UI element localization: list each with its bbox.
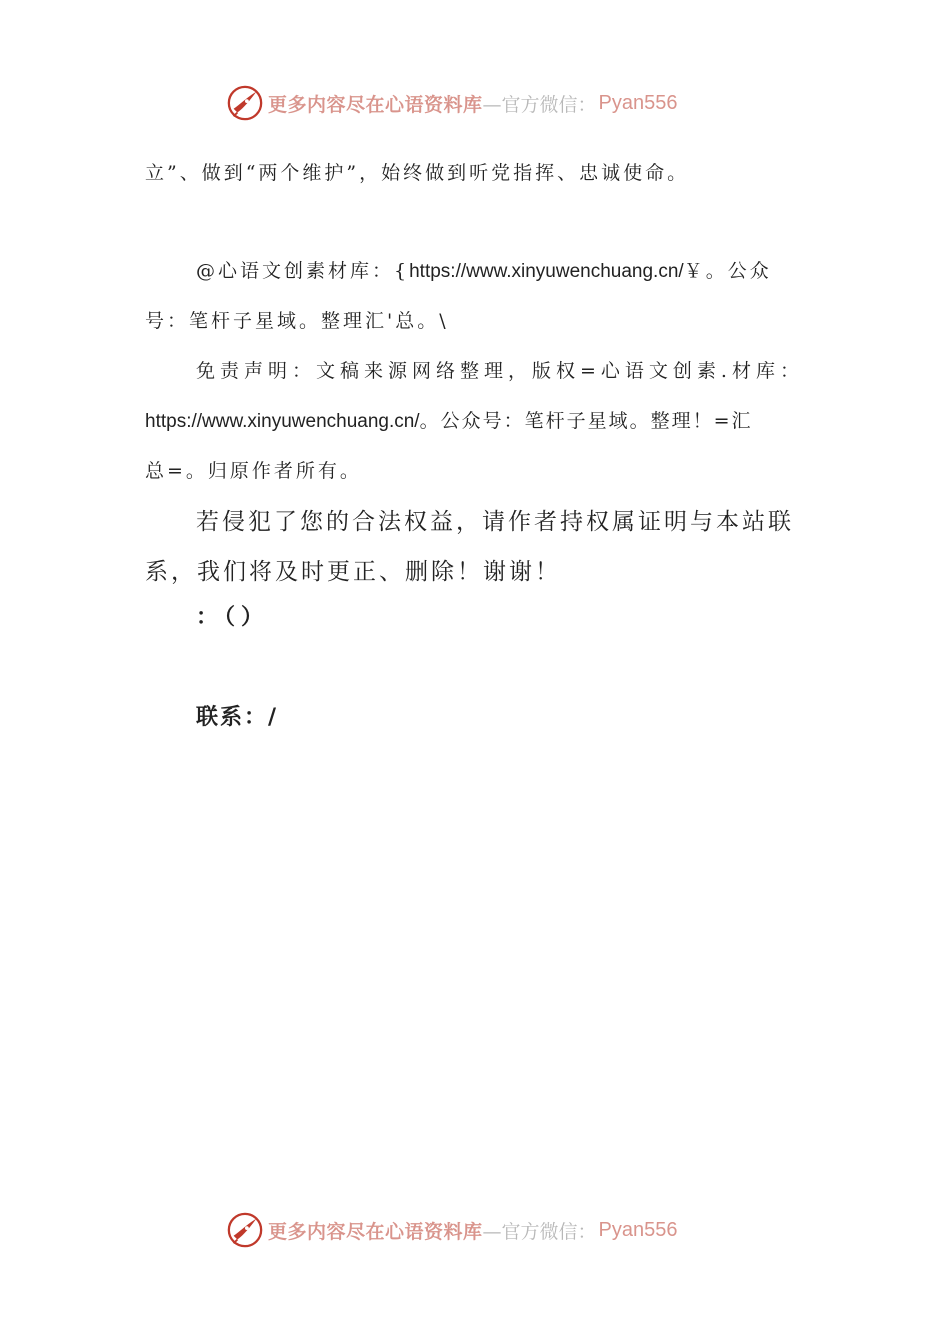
pen-nib-icon (226, 1211, 264, 1249)
pen-nib-icon (226, 84, 264, 122)
paragraph-line-1: 立”、做到“两个维护”，始终做到听党指挥、忠诚使命。 (145, 162, 690, 184)
banner-wechat-handle: Pyan556 (598, 1218, 678, 1241)
line2-suffix: ￥。公众 (683, 260, 772, 282)
line2-prefix: @心语文创素材库：{ (196, 260, 410, 282)
disclaimer-line-2 (145, 406, 753, 433)
disclaimer-line-3: 总=。归原作者所有。 (145, 460, 362, 482)
blank-field-line: ：（） (196, 604, 270, 629)
banner-title: 更多内容尽在心语资料库 (268, 93, 483, 116)
contact-line: 联系：/ (196, 705, 279, 730)
banner-wechat-handle: Pyan556 (598, 91, 678, 114)
paragraph-line-3: 号：笔杆子星域。整理汇'总。\ (145, 310, 449, 332)
footer-banner (226, 1210, 726, 1250)
notice-line-1: 若侵犯了您的合法权益，请作者持权属证明与本站联 (196, 509, 794, 535)
banner-title: 更多内容尽在心语资料库 (268, 1220, 483, 1243)
notice-line-2: 系，我们将及时更正、删除！谢谢！ (145, 559, 561, 585)
paragraph-line-2 (196, 256, 772, 283)
banner-separator: —官方微信： (482, 1220, 597, 1243)
header-banner (226, 83, 726, 123)
line5-url: https://www.xinyuwenchuang.cn/ (145, 411, 420, 432)
line5-suffix: 。公众号：笔杆子星域。整理！=汇 (419, 410, 753, 432)
banner-separator: —官方微信： (482, 93, 597, 116)
line2-url: https://www.xinyuwenchuang.cn/ (409, 261, 684, 282)
disclaimer-line-1: 免责声明：文稿来源网络整理，版权=心语文创素.材库： (196, 360, 804, 382)
